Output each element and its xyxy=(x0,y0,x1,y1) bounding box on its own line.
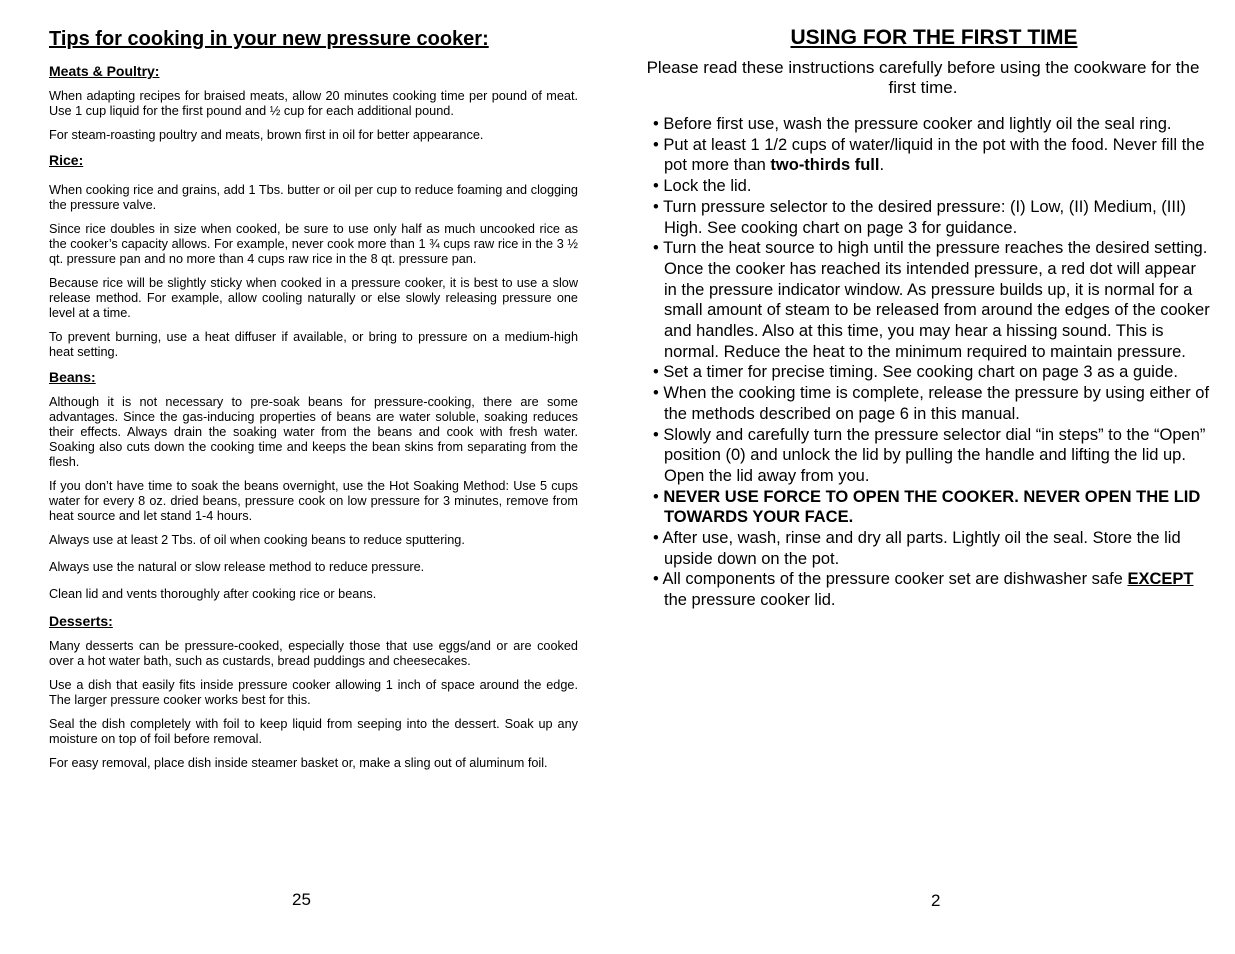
bullet-water-level xyxy=(653,135,1213,176)
bullet-dishwasher xyxy=(653,569,1213,610)
right-page-subtitle: Please read these instructions carefully before using the cookware for the first time. xyxy=(646,58,1200,97)
bullet-after-use: • After use, wash, rinse and dry all parts. Lightly oil the seal. Store the lid upside down on the pot. xyxy=(653,529,1181,568)
bullet-dishwasher-except: EXCEPT xyxy=(1127,570,1194,589)
bullet-warning-text: NEVER USE FORCE TO OPEN THE COOKER. NEVER OPEN THE LID TOWARDS YOUR FACE. xyxy=(663,487,1201,527)
left-page-number: 25 xyxy=(292,890,311,909)
bullet-water-level-end: . xyxy=(879,156,885,175)
rice-paragraph-3: Because rice will be slightly sticky when cooked in a pressure cooker, it is best to use a slow release method. For example, allow cooling naturally or else slowly releasing pressure one level at a time. xyxy=(49,276,578,320)
right-page-title: USING FOR THE FIRST TIME xyxy=(790,26,1078,49)
bullet-dishwasher-text: • All components of the pressure cooker set are dishwasher safe xyxy=(653,570,1128,589)
meats-paragraph-1: When adapting recipes for braised meats, allow 20 minutes cooking time per pound of meat. Use 1 cup liquid for the first pound and ½ cup for each additional pound. xyxy=(49,89,578,118)
beans-paragraph-4: Always use the natural or slow release method to reduce pressure. xyxy=(49,560,425,574)
bullet-warning xyxy=(653,487,1213,528)
meats-heading: Meats & Poultry: xyxy=(49,63,160,79)
meats-paragraph-2: For steam-roasting poultry and meats, brown first in oil for better appearance. xyxy=(49,128,484,142)
right-page xyxy=(646,24,1213,611)
desserts-paragraph-2: Use a dish that easily fits inside pressure cooker allowing 1 inch of space around the edge. The larger pressure cooker works best for this. xyxy=(49,678,578,707)
bullet-dishwasher-end: the pressure cooker lid. xyxy=(664,591,836,610)
rice-heading: Rice: xyxy=(49,152,84,168)
beans-paragraph-5: Clean lid and vents thoroughly after cooking rice or beans. xyxy=(49,587,377,601)
bullet-warning-marker: • xyxy=(653,487,664,506)
left-page xyxy=(49,26,578,780)
bullet-pressure-selector: • Turn pressure selector to the desired pressure: (I) Low, (II) Medium, (III) High. See cooking chart on page 3 for guidance. xyxy=(653,197,1187,237)
bullet-timer: • Set a timer for precise timing. See cooking chart on page 3 as a guide. xyxy=(653,363,1178,382)
desserts-heading: Desserts: xyxy=(49,613,113,629)
bullet-water-level-emphasis: two-thirds full xyxy=(770,156,880,175)
right-page-number: 2 xyxy=(931,891,941,910)
bullet-lock-lid: • Lock the lid. xyxy=(653,177,752,196)
rice-paragraph-4: To prevent burning, use a heat diffuser if available, or bring to pressure on a medium-high heat setting. xyxy=(49,330,578,359)
beans-paragraph-3: Always use at least 2 Tbs. of oil when cooking beans to reduce sputtering. xyxy=(49,533,465,547)
rice-paragraph-2: Since rice doubles in size when cooked, be sure to use only half as much uncooked rice as the cooker’s capacity allows. For example, never cook more than 1 ¾ cups raw rice in the 3 ½ qt. pressure pan and no more than 4 cups raw rice in the 8 qt. pressure pan. xyxy=(49,222,578,266)
bullet-release-pressure: • When the cooking time is complete, release the pressure by using either of the methods described on page 6 in this manual. xyxy=(653,384,1210,423)
bullet-heat-source: • Turn the heat source to high until the pressure reaches the desired setting. Once the cooker has reached its intended pressure, a red dot will appear in the pressure indicator window. As pressure builds up, it is normal for a small amount of steam to be released from around the edges of the cooker and handles. Also at this time, you may hear a hissing sound. This is normal. Reduce the heat to the minimum required to maintain pressure. xyxy=(653,239,1210,361)
left-page-title: Tips for cooking in your new pressure cooker: xyxy=(49,28,489,50)
beans-heading: Beans: xyxy=(49,369,96,385)
bullet-first-use: • Before first use, wash the pressure cooker and lightly oil the seal ring. xyxy=(653,115,1172,133)
desserts-paragraph-1: Many desserts can be pressure-cooked, especially those that use eggs/and or are cooked over a hot water bath, such as custards, bread puddings and cheesecakes. xyxy=(49,639,578,668)
desserts-paragraph-3: Seal the dish completely with foil to keep liquid from seeping into the dessert. Soak up any moisture on top of foil before removal. xyxy=(49,717,578,746)
bullet-water-level-text: • Put at least 1 1/2 cups of water/liquid in the pot with the food. Never fill the pot more than xyxy=(653,135,1205,175)
rice-paragraph-1: When cooking rice and grains, add 1 Tbs. butter or oil per cup to reduce foaming and clogging the pressure valve. xyxy=(49,183,578,212)
beans-paragraph-1: Although it is not necessary to pre-soak beans for pressure-cooking, there are some advantages. Since the gas-inducing properties of beans are water soluble, soaking reduces their effects. Always drain the soaking water from the beans and cook with fresh water. Soaking also cuts down the cooking time and keeps the bean skins from separating from the flesh. xyxy=(49,395,578,469)
beans-paragraph-2: If you don’t have time to soak the beans overnight, use the Hot Soaking Method: Use 5 cups water for every 8 oz. dried beans, pressure cook on low pressure for 3 minutes, remove from heat source and let stand 1-4 hours. xyxy=(49,479,578,523)
desserts-paragraph-4: For easy removal, place dish inside steamer basket or, make a sling out of aluminum foil. xyxy=(49,756,548,770)
bullet-open-lid: • Slowly and carefully turn the pressure selector dial “in steps” to the “Open” position (0) and unlock the lid by pulling the handle and lifting the lid up. Open the lid away from you. xyxy=(653,425,1206,485)
